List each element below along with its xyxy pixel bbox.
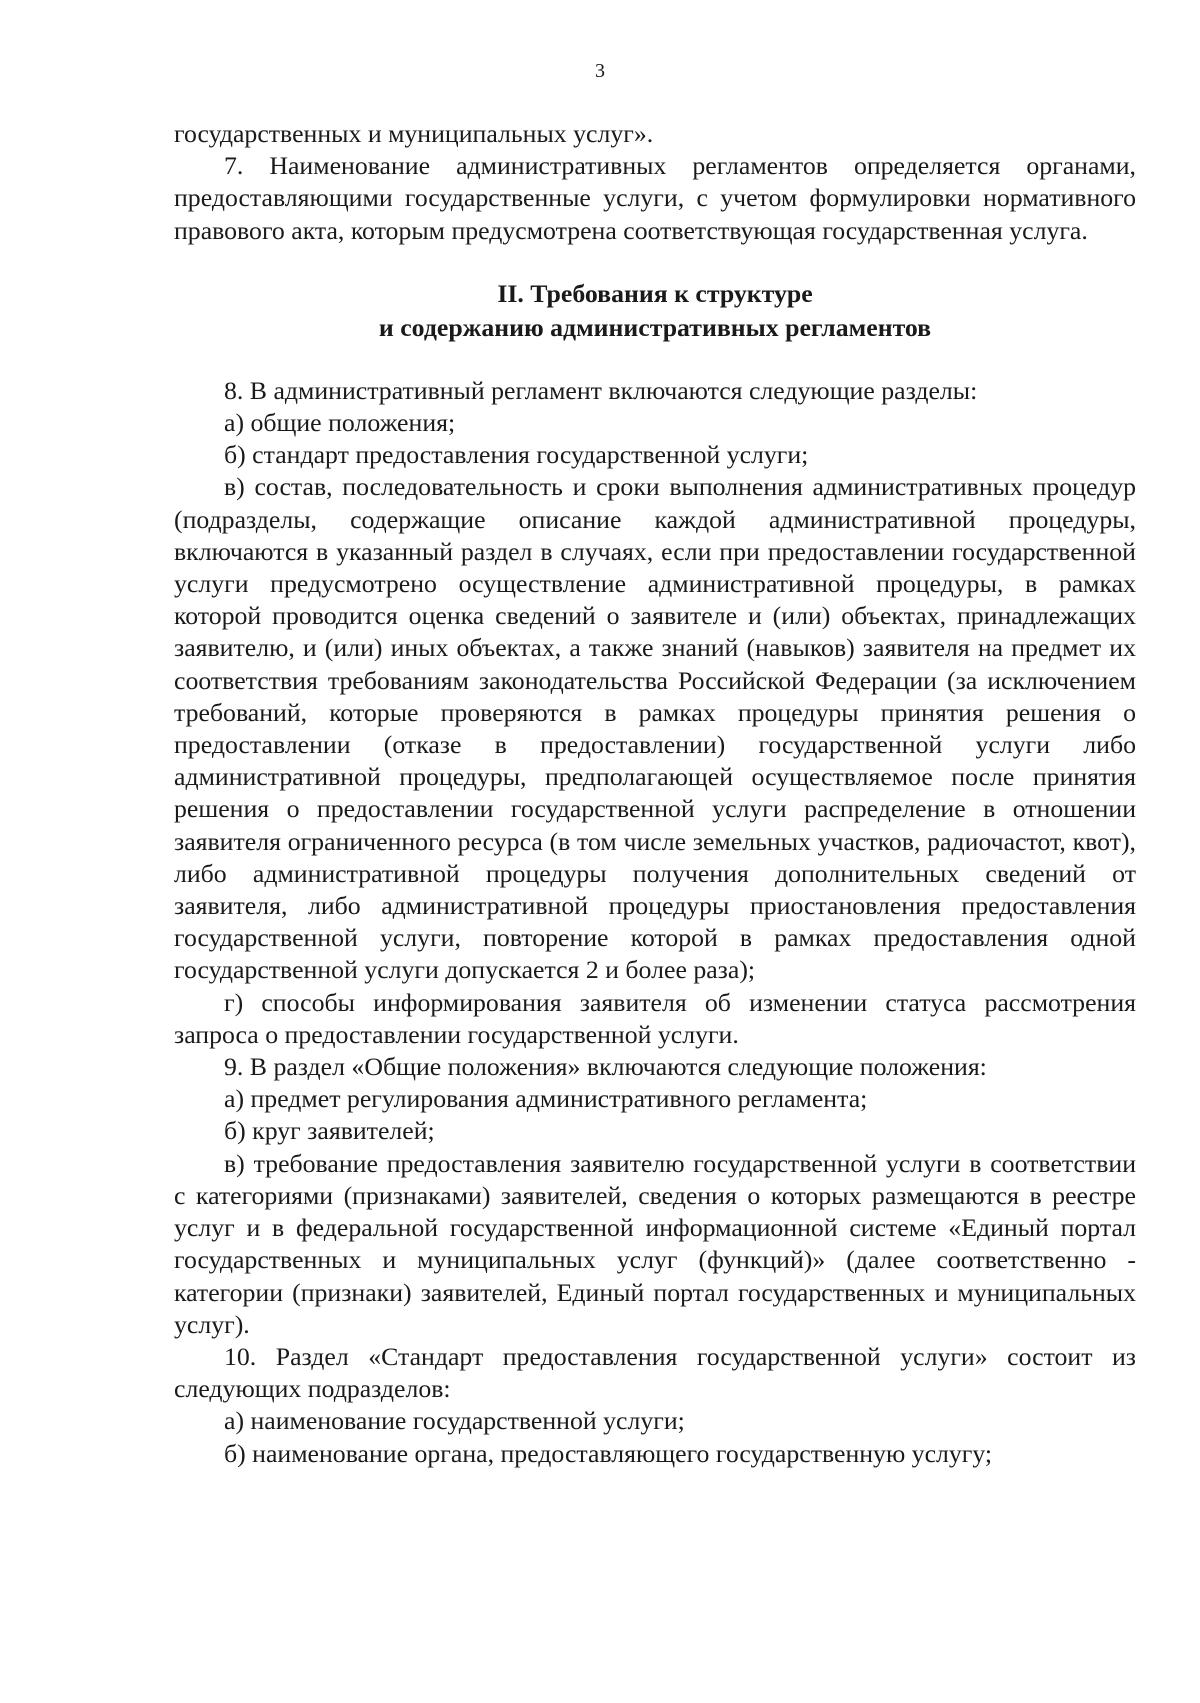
subitem-9b: б) круг заявителей; — [224, 1116, 435, 1146]
subitem-8g: г) способы информирования заявителя об изменении статуса рассмотрения запроса о предоставлении государственной услуги. — [174, 987, 1136, 1049]
section-heading-line1: II. Требования к структуре — [497, 278, 813, 308]
paragraph-continuation: государственных и муниципальных услуг». — [174, 119, 654, 148]
page-number: 3 — [595, 60, 605, 82]
subitem-9a: а) предмет регулирования административного регламента; — [224, 1084, 868, 1114]
section-heading — [174, 277, 1136, 345]
subitem-10a: а) наименование государственной услуги; — [224, 1406, 685, 1436]
subitem-8b: б) стандарт предоставления государственной услуги; — [224, 440, 809, 470]
subitem-9v: в) требование предоставления заявителю государственной услуги в соответствии с категориями (признаками) заявителей, сведения о которых размещаются в реестре услуг и в федеральной государственной информационной системе «Единый портал государственных и муниципальных услуг (функций)» (далее соответственно - категории (признаки) заявителей, Единый портал государственных и муниципальных услуг). — [174, 1148, 1136, 1339]
subitem-8a: а) общие положения; — [224, 408, 456, 438]
paragraph-item-7: 7. Наименование административных регламентов определяется органами, предоставляющими государственные услуги, с учетом формулировки нормативного правового акта, которым предусмотрена соответствующая государственная услуга. — [174, 151, 1136, 245]
section-heading-line2: и содержанию административных регламентов — [378, 312, 932, 342]
subitem-8v: в) состав, последовательность и сроки выполнения административных процедур (подразделы, содержащие описание каждой административной процедуры, включаются в указанный раздел в случаях, если при предоставлении государственной услуги предусмотрено осуществление административной процедуры, в рамках которой проводится оценка сведений о заявителе и (или) объектах, принадлежащих заявителю, и (или) иных объектах, а также знаний (навыков) заявителя на предмет их соответствия требованиям законодательства Российской Федерации (за исключением требований, которые проверяются в рамках процедуры принятия решения о предоставлении (отказе в предоставлении) государственной услуги либо административной процедуры, предполагающей осуществляемое после принятия решения о предоставлении государственной услуги распределение в отношении заявителя ограниченного ресурса (в том числе земельных участков, радиочастот, квот), либо административной процедуры получения дополнительных сведений от заявителя, либо административной процедуры приостановления предоставления государственной услуги, повторение которой в рамках предоставления одной государственной услуги допускается 2 и более раза); — [174, 472, 1136, 985]
subitem-10b: б) наименование органа, предоставляющего государственную услугу; — [224, 1438, 993, 1468]
paragraph-item-10: 10. Раздел «Стандарт предоставления государственной услуги» состоит из следующих подразделов: — [174, 1341, 1136, 1404]
document-body — [174, 118, 1136, 1470]
paragraph-item-8: 8. В административный регламент включаются следующие разделы: — [224, 375, 978, 405]
paragraph-item-9: 9. В раздел «Общие положения» включаются следующие положения: — [224, 1052, 987, 1082]
